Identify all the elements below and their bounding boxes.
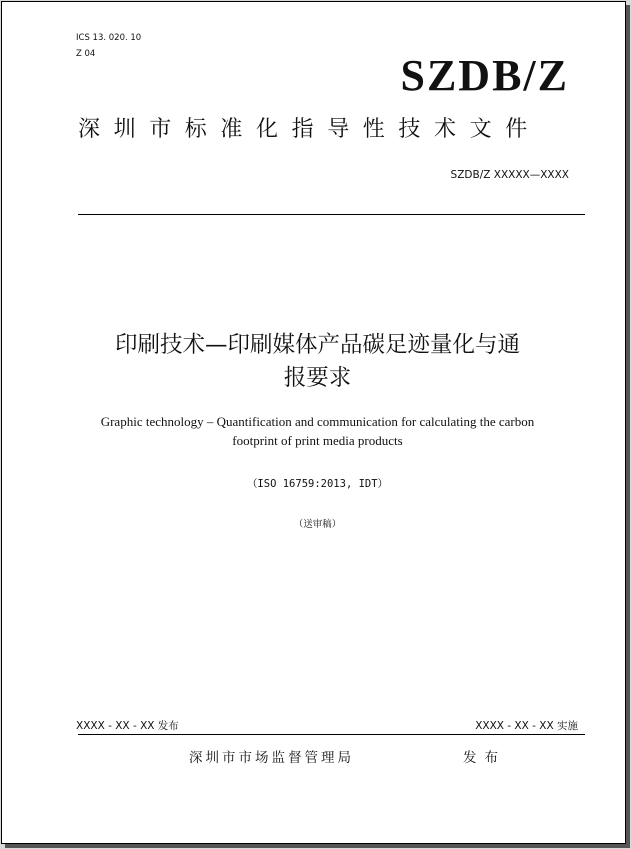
chinese-title (2, 329, 631, 395)
issuing-authority: 深圳市市场监督管理局 (189, 750, 354, 766)
draft-status: （送审稿） (293, 519, 342, 530)
series-title: 深圳市标准化指导性技术文件 (78, 117, 541, 142)
publish-label: 发布 (463, 750, 506, 766)
english-title (42, 412, 593, 450)
bottom-divider (78, 734, 585, 735)
english-title-line-2: footprint of print media products (232, 433, 403, 448)
implementation-date: XXXX - XX - XX 实施 (475, 720, 578, 732)
top-divider (78, 214, 585, 215)
document-page (1, 1, 626, 844)
chinese-title-line-1: 印刷技术—印刷媒体产品碳足迹量化与通 (114, 332, 520, 358)
english-title-line-1: Graphic technology – Quantification and communication for calculating the carbon (100, 414, 535, 429)
document-number: SZDB/Z XXXXX—XXXX (450, 169, 569, 181)
standard-brand: SZDB/Z (400, 51, 569, 100)
chinese-title-line-2: 报要求 (283, 365, 352, 391)
ccs-code: Z 04 (76, 49, 96, 59)
ics-code: ICS 13. 020. 10 (76, 33, 142, 43)
iso-reference: （ISO 16759:2013, IDT） (246, 478, 389, 490)
issue-date: XXXX - XX - XX 发布 (76, 720, 179, 732)
